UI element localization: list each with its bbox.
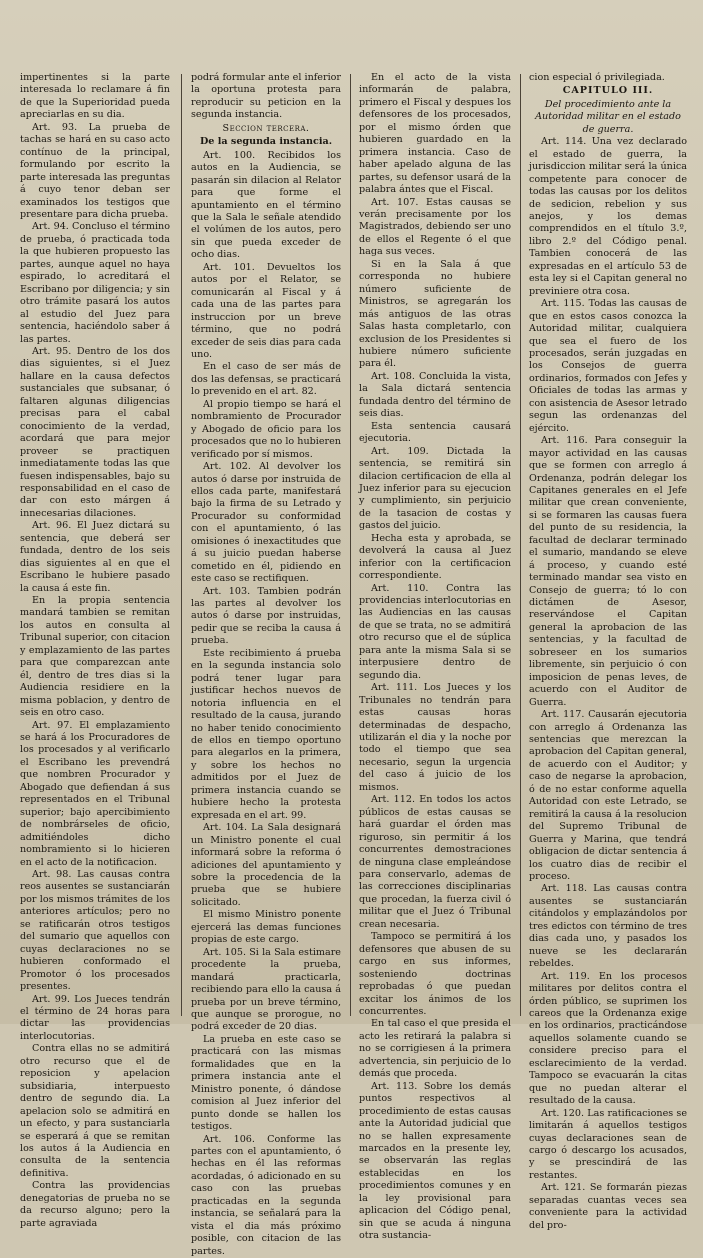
section-heading: De la segunda instancia. xyxy=(199,136,333,148)
paragraph: Art. 103. Tambien podrán las partes al devolver los autos ó darse por instruidas, pedir que se reciba la causa á prueba. xyxy=(191,585,341,647)
paragraph: Tampoco se permitirá á los defensores que abusen de su cargo en sus informes, sosteniendo doctrinas reprobadas ó que puedan excitar los ánimos de los concurrentes. xyxy=(359,931,511,1017)
paragraph: Art. 115. Todas las causas de que en estos casos conozca la Autoridad militar, cualquiera que sea el fuero de los procesados, serán juzgadas en los Consejos de guerra ordinarios, formados con Jefes y Oficiales de todas las armas y con asistencia de Asesor letrado segun las ordenanzas del ejército. xyxy=(529,298,687,434)
paragraph: Art. 105. Si la Sala estimare procedente la prueba, mandará practicarla, recibiendo para ello la causa á prueba por un breve término, que aunque se prorogue, no podrá exceder de 20 dias. xyxy=(191,946,341,1033)
section-heading: CAPITULO III. xyxy=(562,85,654,97)
text-column-3 xyxy=(359,72,511,1242)
paragraph: La prueba en este caso se practicará con las mismas formalidades que en la primera instancia ante el Ministro ponente, ó dándose comision al Juez inferior del punto donde se hallen los testigos. xyxy=(191,1033,341,1133)
paragraph: En el caso de ser más de dos las defensas, se practicará lo prevenido en el art. 82. xyxy=(191,361,341,398)
paragraph: Art. 97. El emplazamiento se hará á los Procuradores de los procesados y al verificarlo el Escribano les prevendrá que nombren Procurador y Abogado que defiendan á sus representados en el Tribunal superior; bajo apercibimiento de nombrárseles de oficio, admitiéndoles dicho nombramiento si lo hicieren en el acto de la notificacion. xyxy=(20,719,170,868)
paragraph: Art. 95. Dentro de los dos dias siguientes, si el Juez hallare en la causa defectos sustanciales que subsanar, ó faltaren algunas diligencias precisas para el cabal conocimiento de la verdad, acordará que para mejor proveer se practiquen inmediatamente todas las que fuesen indispensables, bajo su responsabilidad en el caso de dar con esto márgen á innecesarias dilaciones. xyxy=(20,345,170,519)
text-column-4 xyxy=(529,72,687,1231)
paragraph: Art. 102. Al devolver los autos ó darse por instruida de ellos cada parte, manifestará bajo la firma de su Letrado y Procurador su conformidad con el apuntamiento, ó las omisiones ó inexactitudes que á su juicio puedan haberse cometido en él, pidiendo en este caso se rectifiquen. xyxy=(191,461,341,585)
paragraph: Art. 120. Las ratificaciones se limitarán á aquellos testigos cuyas declaraciones sean de cargo ó descargo los acusados, y se prescindirá de las restantes. xyxy=(529,1107,687,1181)
paragraph: Art. 104. La Sala designará un Ministro ponente el cual informará sobre la reforma ó adiciones del apuntamiento y sobre la procedencia de la prueba que se hubiere solicitado. xyxy=(191,822,341,908)
paragraph: Si en la Sala á que corresponda no hubiere número suficiente de Ministros, se agregarán los más antiguos de las otras Salas hasta completarlo, con exclusion de los Presidentes si hubiere número suficiente para él. xyxy=(359,258,511,370)
paragraph: Art. 111. Los Jueces y los Tribunales no tendrán para estas causas horas determinadas de despacho, utilizarán el dia y la noche por todo el tiempo que sea necesario, segun la urgencia del caso á juicio de los mismos. xyxy=(359,682,511,793)
paragraph: Art. 99. Los Jueces tendrán el término de 24 horas para dictar las providencias interlocutorias. xyxy=(20,993,170,1042)
paragraph: En el acto de la vista informarán de palabra, primero el Fiscal y despues los defensores de los procesados, por el mismo órden que hubieren guardado en la primera instancia. Caso de haber apelado alguna de las partes, su defensor usará de la palabra ántes que el Fiscal. xyxy=(359,72,511,196)
paragraph: Art. 117. Causarán ejecutoria con arreglo á Ordenanza las sentencias que merezcan la aprobacion del Capitan general, de acuerdo con el Auditor; y caso de negarse la aprobacion, ó de no estar conforme aquella Autoridad con este Letrado, se remitirá la causa á la resolucion del Supremo Tribunal de Guerra y Marina, que tendrá obligacion de dictar sentencia á los cuatro dias de recibir el proceso. xyxy=(529,709,687,882)
paragraph: impertinentes si la parte interesada lo reclamare á fin de que la Superioridad pueda apreciarlas en su dia. xyxy=(20,72,170,121)
column-rule xyxy=(350,74,351,1016)
paragraph: Art. 96. El Juez dictará su sentencia, que deberá ser fundada, dentro de los seis dias siguientes al en que el Escribano le hubiere pasado la causa á este fin. xyxy=(20,520,170,594)
paragraph: Art. 114. Una vez declarado el estado de guerra, la jurisdiccion militar será la única competente para conocer de todas las causas por los delitos de sedicion, rebelion y sus anejos, y los demas comprendidos en el título 3.º, libro 2.º del Código penal. Tambien conocerá de las expresadas en el artículo 53 de esta ley si el Capitan general no previniere otra cosa. xyxy=(529,136,687,297)
paragraph: Contra las providencias denegatorias de prueba no se da recurso alguno; pero la parte agraviada xyxy=(20,1180,170,1229)
paragraph: cion especial ó privilegiada. xyxy=(529,72,665,83)
text-column-1 xyxy=(20,72,170,1229)
paragraph: Art. 106. Conforme las partes con el apuntamiento, ó hechas en él las reformas acordadas, ó adicionado en su caso con las pruebas practicadas en la segunda instancia, se señalará para la vista el dia más próximo posible, con citacion de las partes. xyxy=(191,1133,341,1257)
paragraph: Art. 118. Las causas contra ausentes se sustanciarán citándolos y emplazándolos por tres edictos con término de tres dias cada uno, y pasados los nueve se les declararán rebeldes. xyxy=(529,883,687,970)
paragraph: Art. 121. Se formarán piezas separadas cuantas veces sea conveniente para la actividad del pro- xyxy=(529,1182,687,1231)
paragraph: Art. 110. Contra las providencias interlocutorias en las Audiencias en las causas de que se trata, no se admitirá otro recurso que el de súplica para ante la misma Sala si se interpusiere dentro de segundo dia. xyxy=(359,582,511,681)
paragraph: Contra ellas no se admitirá otro recurso que el de reposicion y apelacion subsidiaria, interpuesto dentro de segundo dia. La apelacion solo se admitirá en un efecto, y para sustanciarla se esperará á que se remitan los autos á la Audiencia en consulta de la sentencia definitiva. xyxy=(20,1043,170,1179)
paragraph: Art. 94. Concluso el término de prueba, ó practicada toda la que hubieren propuesto las partes, aunque aquel no haya espirado, lo acreditará el Escribano por diligencia; y sin otro trámite pasará los autos al estudio del Juez para sentencia, haciéndolo saber á las partes. xyxy=(20,221,170,345)
paragraph: Esta sentencia causará ejecutoria. xyxy=(359,420,511,445)
text-column-2 xyxy=(191,72,341,1257)
paragraph: Art. 112. En todos los actos públicos de estas causas se hará guardar el órden mas riguroso, sin permitir á los concurrentes demostraciones de ninguna clase empleándose para conservarlo, ademas de las correcciones disciplinarias que procedan, la fuerza civil ó militar que el Juez ó Tribunal crean necesaria. xyxy=(359,794,511,930)
column-rule xyxy=(181,74,182,1016)
paragraph: Hecha esta y aprobada, se devolverá la causa al Juez inferior con la certificacion correspondiente. xyxy=(359,532,511,582)
paragraph: Art. 119. En los procesos militares por delitos contra el órden público, se suprimen los careos que la Ordenanza exige en los ordinarios, practicándose aquellos solamente cuando se considere preciso para el esclarecimiento de la verdad. Tampoco se evacuarán la citas que no puedan alterar el resultado de la causa. xyxy=(529,970,687,1107)
paragraph: Art. 108. Concluida la vista, la Sala dictará sentencia fundada dentro del término de seis dias. xyxy=(359,370,511,420)
paragraph: podrá formular ante el inferior la oportuna protesta para reproducir su peticion en la segunda instancia. xyxy=(191,72,341,121)
paragraph: El mismo Ministro ponente ejercerá las demas funciones propias de este cargo. xyxy=(191,909,341,946)
paragraph: Art. 116. Para conseguir la mayor actividad en las causas que se formen con arreglo á Ordenanza, podrán delegar los Capitanes generales en el Jefe militar que crean conveniente, si se formaren las causas fuera del punto de su residencia, la facultad de declarar terminado el sumario, mandando se eleve á proceso, y cuando esté terminado mandar sea visto en Consejo de guerra; tó lo con dictámen de Asesor, reservándose el Capitan general la aprobacion de las sentencias, y la facultad de sobreseer en los sumarios libremente, sin perjuicio ó con imposicion de penas leves, de acuerdo con el Auditor de Guerra. xyxy=(529,435,687,708)
paragraph: Art. 93. La prueba de tachas se hará en su caso acto contínuo de la principal, formulando por escrito la parte interesada las preguntas á cuyo tenor deban ser examinados los testigos que presentare para dicha prueba. xyxy=(20,121,170,220)
paragraph: Art. 100. Recibidos los autos en la Audiencia, se pasarán sin dilacion al Relator para que forme el apuntamiento en el término que la Sala le señale atendido el volúmen de los autos, pero sin que pueda exceder de ocho dias. xyxy=(191,149,341,261)
paragraph: Art. 101. Devueltos los autos por el Relator, se comunicarán al Fiscal y á cada una de las partes para instruccion por un breve término, que no podrá exceder de seis dias para cada uno. xyxy=(191,261,341,360)
paragraph: Este recibimiento á prueba en la segunda instancia solo podrá tener lugar para justificar hechos nuevos de notoria influencia en el resultado de la causa, jurando no haber tenido conocimiento de ellos en tiempo oportuno para alegarlos en la primera, y sobre los hechos no admitidos por el Juez de primera instancia cuando se hubiere hecho la protesta expresada en el art. 99. xyxy=(191,647,341,821)
paragraph: Art. 98. Las causas contra reos ausentes se sustanciarán por los mismos trámites de los anteriores artículos; pero no se ratificarán otros testigos del sumario que aquellos con cuyas declaraciones no se hubieren conformado el Promotor ó los procesados presentes. xyxy=(20,869,170,993)
paragraph: Art. 107. Estas causas se verán precisamente por los Magistrados, debiendo ser uno de ellos el Regente ó el que haga sus veces. xyxy=(359,196,511,258)
column-rule xyxy=(520,74,521,1016)
paragraph: Art. 113. Sobre los demás puntos respectivos al procedimiento de estas causas ante la Autoridad judicial que no se hallen expresamente marcados en la presente ley, se observarán las reglas establecidas en los procedimientos comunes y en la ley provisional para aplicacion del Código penal, sin que se acuda á ninguna otra sustancia- xyxy=(359,1080,511,1242)
paragraph: Art. 109. Dictada la sentencia, se remitirá sin dilacion certificacion de ella al Juez inferior para su ejecucion y cumplimiento, sin perjuicio de la tasacion de costas y gastos del juicio. xyxy=(359,445,511,532)
paragraph: En la propia sentencia mandará tambien se remitan los autos en consulta al Tribunal superior, con citacion y emplazamiento de las partes para que comparezcan ante él, dentro de tres dias si la Audiencia residiere en la misma poblacion, y dentro de seis en otro caso. xyxy=(20,595,170,719)
section-heading: Seccion tercera. xyxy=(222,122,310,134)
paragraph: Al propio tiempo se hará el nombramiento de Procurador y Abogado de oficio para los procesados que no lo hubieren verificado por sí mismos. xyxy=(191,398,341,460)
paragraph: En tal caso el que presida el acto les retirará la palabra si no se corrigiesen á la primera advertencia, sin perjuicio de lo demás que proceda. xyxy=(359,1018,511,1080)
section-heading: Del procedimiento ante la Autoridad militar en el estado de guerra. xyxy=(535,98,681,135)
